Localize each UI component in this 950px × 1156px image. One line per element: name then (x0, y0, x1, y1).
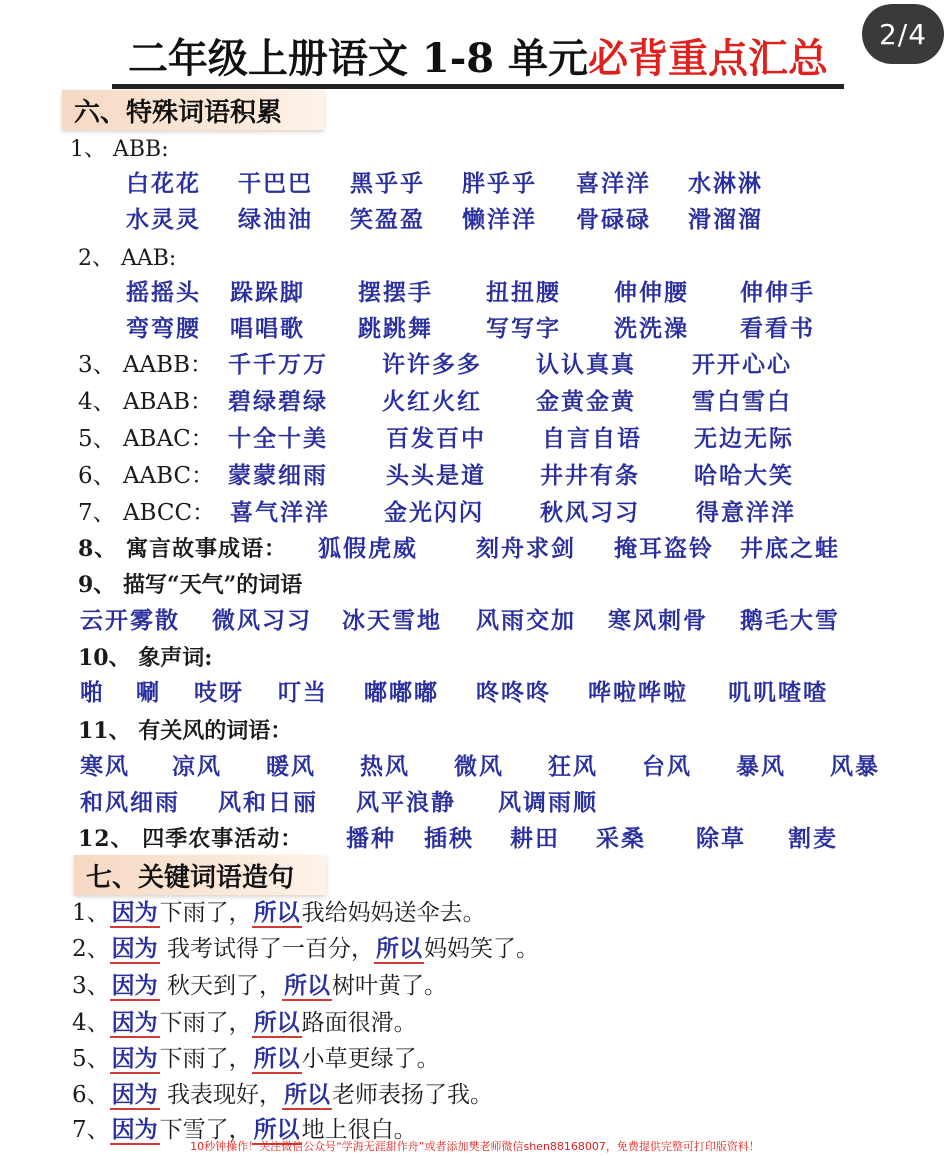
footer-watermark-text: 10秒钟操作！关注微信公众号“学海无涯甜作舟”或者添加樊老师微信shen88168007，免费提供完整可打印版资料！ (190, 1140, 760, 1153)
item-label-onomatopoeia: 10、 象声词: (78, 645, 213, 671)
word-row (0, 605, 950, 637)
word: 懒洋洋 (462, 206, 537, 233)
keyword-so: 所以 (283, 972, 330, 999)
keyword-because: 因为 (111, 1081, 158, 1108)
word: 跺跺脚 (230, 279, 305, 306)
word: 台风 (642, 753, 692, 780)
word: 耕田 (510, 825, 560, 852)
item-label: 6、 AABC： (78, 463, 215, 489)
word: 认认真真 (536, 351, 636, 378)
word: 寒风刺骨 (608, 607, 708, 634)
word-row (0, 168, 950, 200)
word: 插秧 (424, 825, 474, 852)
item-label-wind: 11、 有关风的词语： (78, 718, 293, 744)
section-header-sentences: 七、关键词语造句 (74, 855, 326, 895)
word: 叽叽喳喳 (728, 679, 828, 706)
word: 摇摇头 (126, 279, 201, 306)
keyword-so: 所以 (253, 899, 300, 926)
word: 水淋淋 (688, 170, 763, 197)
sentence: 3、因为 秋天到了，所以树叶黄了。 (72, 972, 447, 999)
word: 鹅毛大雪 (740, 607, 840, 634)
sentence: 5、因为下雨了，所以小草更绿了。 (72, 1045, 440, 1072)
keyword-because: 因为 (111, 1045, 158, 1072)
word: 寒风 (80, 753, 130, 780)
word: 唱唱歌 (230, 315, 305, 342)
word: 喜气洋洋 (230, 499, 330, 526)
word: 百发百中 (386, 425, 486, 452)
keyword-because: 因为 (111, 1116, 158, 1143)
word: 金黄金黄 (536, 388, 636, 415)
word: 嘟嘟嘟 (364, 679, 439, 706)
keyword-because: 因为 (111, 1009, 158, 1036)
word: 掩耳盗铃 (614, 535, 714, 562)
item-label: 5、 ABAC： (78, 426, 214, 452)
word-row (0, 751, 950, 783)
keyword-so: 所以 (375, 935, 422, 962)
word: 得意洋洋 (696, 499, 796, 526)
item-aabc (0, 460, 950, 492)
word: 看看书 (740, 315, 815, 342)
word: 跳跳舞 (358, 315, 433, 342)
word: 蒙蒙细雨 (228, 462, 328, 489)
word: 头头是道 (386, 462, 486, 489)
title-underline (112, 84, 844, 89)
word: 除草 (696, 825, 746, 852)
word: 骨碌碌 (576, 206, 651, 233)
item-farm-activities (0, 823, 950, 855)
word: 叮当 (278, 679, 328, 706)
word: 采桑 (596, 825, 646, 852)
word: 干巴巴 (238, 170, 313, 197)
word: 井底之蛙 (740, 535, 840, 562)
word-row (0, 787, 950, 819)
word: 秋风习习 (540, 499, 640, 526)
word: 暴风 (736, 753, 786, 780)
word: 微风习习 (212, 607, 312, 634)
item-abac (0, 423, 950, 455)
word: 风暴 (830, 753, 880, 780)
word: 弯弯腰 (126, 315, 201, 342)
sentence: 4、因为下雨了，所以路面很滑。 (72, 1009, 417, 1036)
word: 摆摆手 (358, 279, 433, 306)
word: 开开心心 (692, 351, 792, 378)
keyword-so: 所以 (253, 1116, 300, 1143)
word: 凉风 (172, 753, 222, 780)
word: 雪白雪白 (692, 388, 792, 415)
item-label: 8、 寓言故事成语： (78, 536, 287, 562)
item-label: 12、 四季农事活动： (78, 826, 304, 852)
word: 碧绿碧绿 (228, 388, 328, 415)
keyword-because: 因为 (111, 935, 158, 962)
word: 十全十美 (228, 425, 328, 452)
word: 割麦 (788, 825, 838, 852)
word: 伸伸腰 (614, 279, 689, 306)
word: 暖风 (266, 753, 316, 780)
word: 风平浪静 (356, 789, 456, 816)
word: 火红火红 (382, 388, 482, 415)
word-row (0, 677, 950, 709)
page-title-main: 二年级上册语文 1-8 单元 (127, 35, 589, 82)
word: 狂风 (548, 753, 598, 780)
word: 水灵灵 (126, 206, 201, 233)
word: 冰天雪地 (342, 607, 442, 634)
word: 洗洗澡 (614, 315, 689, 342)
sentence: 7、因为下雪了，所以地上很白。 (72, 1116, 417, 1143)
item-abab (0, 386, 950, 418)
keyword-because: 因为 (111, 972, 158, 999)
word: 绿油油 (238, 206, 313, 233)
word: 许许多多 (382, 351, 482, 378)
item-label: 3、 AABB： (78, 352, 213, 378)
word: 千千万万 (228, 351, 328, 378)
page-indicator-badge: 2/4 (862, 4, 944, 64)
word: 风雨交加 (476, 607, 576, 634)
item-label-aab: 2、 AAB: (78, 246, 177, 271)
word: 咚咚咚 (476, 679, 551, 706)
item-label-weather: 9、 描写“天气”的词语 (78, 572, 303, 598)
word-row (0, 277, 950, 309)
keyword-so: 所以 (283, 1081, 330, 1108)
word: 自言自语 (542, 425, 642, 452)
word: 喜洋洋 (576, 170, 651, 197)
keyword-so: 所以 (253, 1045, 300, 1072)
item-label: 4、 ABAB： (78, 389, 213, 415)
word: 刻舟求剑 (476, 535, 576, 562)
sentence: 1、因为下雨了，所以我给妈妈送伞去。 (72, 899, 486, 926)
word: 和风细雨 (80, 789, 180, 816)
word: 金光闪闪 (384, 499, 484, 526)
word: 播种 (346, 825, 396, 852)
word: 吱呀 (194, 679, 244, 706)
word: 风调雨顺 (498, 789, 598, 816)
word: 风和日丽 (218, 789, 318, 816)
word: 哈哈大笑 (694, 462, 794, 489)
sentence: 2、因为 我考试得了一百分，所以妈妈笑了。 (72, 935, 539, 962)
word: 唰 (136, 679, 161, 706)
word: 滑溜溜 (688, 206, 763, 233)
keyword-so: 所以 (253, 1009, 300, 1036)
word: 井井有条 (540, 462, 640, 489)
word: 微风 (454, 753, 504, 780)
word: 哗啦哗啦 (588, 679, 688, 706)
word: 伸伸手 (740, 279, 815, 306)
word: 云开雾散 (80, 607, 180, 634)
word: 啪 (80, 679, 105, 706)
word: 笑盈盈 (350, 206, 425, 233)
page-title (114, 34, 842, 84)
word: 热风 (360, 753, 410, 780)
word: 白花花 (126, 170, 201, 197)
item-label-abb: 1、 ABB: (70, 137, 169, 162)
item-label: 7、 ABCC： (78, 500, 216, 526)
section-header-special-words: 六、特殊词语积累 (62, 90, 324, 130)
keyword-because: 因为 (111, 899, 158, 926)
word-row (0, 313, 950, 345)
word: 写写字 (486, 315, 561, 342)
word-row (0, 204, 950, 236)
word: 黑乎乎 (350, 170, 425, 197)
word: 无边无际 (694, 425, 794, 452)
item-aabb (0, 349, 950, 381)
word: 狐假虎威 (318, 535, 418, 562)
sentence: 6、因为 我表现好，所以老师表扬了我。 (72, 1081, 493, 1108)
word: 胖乎乎 (462, 170, 537, 197)
word: 扭扭腰 (486, 279, 561, 306)
item-fables (0, 533, 950, 565)
page-title-highlight: 必背重点汇总 (588, 35, 829, 82)
item-abcc (0, 497, 950, 529)
